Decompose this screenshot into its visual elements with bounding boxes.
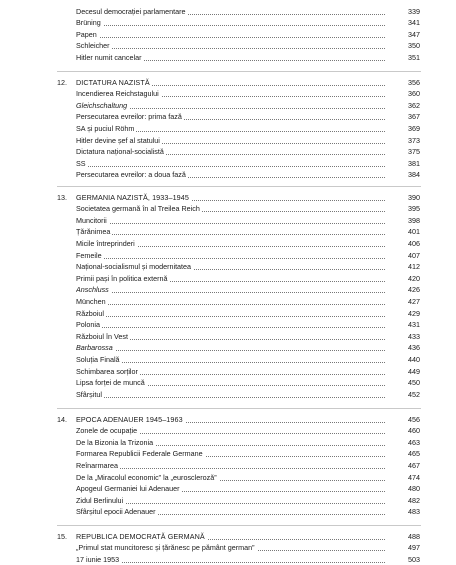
toc-entry[interactable]: [76, 40, 385, 51]
entry-title: Țărănimea: [76, 227, 111, 237]
toc-entry[interactable]: [76, 17, 385, 28]
chapter-number: 14.: [57, 414, 67, 424]
entry-page-number: 362: [408, 100, 420, 110]
toc-entry[interactable]: [76, 273, 385, 284]
toc-entry[interactable]: [76, 111, 385, 122]
entry-title: Național-socialismul și modernitatea: [76, 262, 192, 272]
entry-page-number: 467: [408, 460, 420, 470]
dot-leader: [76, 166, 385, 167]
toc-entry[interactable]: [76, 389, 385, 400]
toc-entry[interactable]: [76, 250, 385, 261]
entry-page-number: 483: [408, 507, 420, 517]
toc-entry[interactable]: [76, 377, 385, 388]
entry-title: Sfârșitul: [76, 389, 102, 399]
dot-leader: [76, 468, 385, 469]
dot-leader: [76, 292, 385, 293]
chapter-page-number: 488: [408, 531, 420, 541]
entry-title: Muncitorii: [76, 215, 107, 225]
entry-page-number: 433: [408, 331, 420, 341]
chapter-heading[interactable]: [76, 531, 385, 542]
entry-title: Persecutarea evreilor: prima fază: [76, 112, 182, 122]
toc-entry[interactable]: [76, 506, 385, 517]
entry-page-number: 401: [408, 227, 420, 237]
entry-page-number: 351: [408, 52, 420, 62]
entry-page-number: 360: [408, 89, 420, 99]
toc-entry[interactable]: [76, 238, 385, 249]
entry-page-number: 341: [408, 18, 420, 28]
entry-title: Hitler devine șef al statului: [76, 135, 160, 145]
dot-leader: [76, 258, 385, 259]
toc-entry[interactable]: [76, 100, 385, 111]
entry-title: Zidul Berlinului: [76, 495, 124, 505]
toc-entry[interactable]: [76, 146, 385, 157]
entry-title: Societatea germană în al Treilea Reich: [76, 204, 200, 214]
toc-entry[interactable]: [76, 437, 385, 448]
entry-page-number: 375: [408, 147, 420, 157]
entry-page-number: 440: [408, 354, 420, 364]
entry-page-number: 497: [408, 543, 420, 553]
entry-title: Schleicher: [76, 41, 110, 51]
entry-page-number: 426: [408, 285, 420, 295]
dot-leader: [76, 327, 385, 328]
chapter-page-number: 356: [408, 77, 420, 87]
entry-title: Micile întreprinderi: [76, 238, 135, 248]
toc-entry[interactable]: [76, 354, 385, 365]
entry-page-number: 450: [408, 378, 420, 388]
entry-title: De la „Miracolul economic” la „euroscleroză”: [76, 472, 217, 482]
toc-entry[interactable]: [76, 226, 385, 237]
entry-title: Incendierea Reichstagului: [76, 89, 159, 99]
entry-title: Sfârșitul epocii Adenauer: [76, 507, 156, 517]
entry-title: Decesul democrației parlamentare: [76, 6, 186, 16]
entry-title: München: [76, 296, 106, 306]
toc-entry[interactable]: [76, 203, 385, 214]
entry-title: Zonele de ocupație: [76, 426, 138, 436]
dot-leader: [76, 562, 385, 563]
entry-page-number: 427: [408, 296, 420, 306]
entry-page-number: 449: [408, 366, 420, 376]
chapter-number: 13.: [57, 192, 67, 202]
entry-page-number: 395: [408, 204, 420, 214]
toc-entry[interactable]: [76, 331, 385, 342]
entry-title: Războiul: [76, 308, 104, 318]
entry-page-number: 463: [408, 437, 420, 447]
entry-page-number: 474: [408, 472, 420, 482]
dot-leader: [76, 37, 385, 38]
toc-entry[interactable]: [76, 554, 385, 565]
entry-title: Hitler numit cancelar: [76, 52, 142, 62]
toc-entry[interactable]: [76, 88, 385, 99]
entry-title: Lipsa forței de muncă: [76, 378, 145, 388]
entry-page-number: 381: [408, 158, 420, 168]
entry-page-number: 406: [408, 238, 420, 248]
toc-entry[interactable]: [76, 261, 385, 272]
entry-page-number: 407: [408, 250, 420, 260]
toc-entry[interactable]: [76, 158, 385, 169]
entry-page-number: 465: [408, 449, 420, 459]
entry-page-number: 431: [408, 320, 420, 330]
section-divider: [57, 71, 421, 72]
dot-leader: [76, 316, 385, 317]
toc-entry[interactable]: [76, 284, 385, 295]
entry-title: Apogeul Germaniei lui Adenauer: [76, 484, 180, 494]
toc-entry[interactable]: [76, 52, 385, 63]
section-divider: [57, 408, 421, 409]
toc-entry[interactable]: [76, 542, 385, 553]
toc-entry[interactable]: [76, 472, 385, 483]
entry-title: Persecutarea evreilor: a doua fază: [76, 170, 186, 180]
entry-title: Brüning: [76, 18, 101, 28]
chapter-number: 12.: [57, 77, 67, 87]
entry-page-number: 398: [408, 215, 420, 225]
chapter-title: REPUBLICA DEMOCRATĂ GERMANĂ: [76, 531, 205, 541]
entry-page-number: 373: [408, 135, 420, 145]
toc-entry[interactable]: [76, 169, 385, 180]
entry-title: 17 iunie 1953: [76, 554, 120, 564]
dot-leader: [76, 397, 385, 398]
chapter-page-number: 390: [408, 192, 420, 202]
entry-page-number: 460: [408, 426, 420, 436]
entry-title: Primii pași în politica externă: [76, 273, 168, 283]
entry-title: De la Bizonia la Trizonia: [76, 437, 154, 447]
entry-title: Războiul în Vest: [76, 331, 128, 341]
entry-title: Dictatura național-socialistă: [76, 147, 164, 157]
entry-page-number: 384: [408, 170, 420, 180]
dot-leader: [76, 48, 385, 49]
entry-page-number: 347: [408, 29, 420, 39]
entry-title: Anschluss: [76, 285, 109, 295]
entry-page-number: 412: [408, 262, 420, 272]
entry-title: Polonia: [76, 320, 100, 330]
entry-page-number: 452: [408, 389, 420, 399]
dot-leader: [76, 350, 385, 351]
toc-entry[interactable]: [76, 342, 385, 353]
entry-title: Papen: [76, 29, 97, 39]
dot-leader: [76, 25, 385, 26]
entry-page-number: 482: [408, 495, 420, 505]
dot-leader: [76, 362, 385, 363]
toc-entry[interactable]: [76, 425, 385, 436]
dot-leader: [76, 234, 385, 235]
entry-page-number: 369: [408, 123, 420, 133]
chapter-title: DICTATURA NAZISTĂ: [76, 77, 150, 87]
chapter-heading[interactable]: [76, 77, 385, 88]
entry-title: Gleichschaltung: [76, 100, 128, 110]
chapter-heading[interactable]: [76, 192, 385, 203]
entry-title: Soluția Finală: [76, 354, 120, 364]
chapter-title: GERMANIA NAZISTĂ, 1933–1945: [76, 192, 189, 202]
entry-page-number: 480: [408, 484, 420, 494]
toc-entry[interactable]: [76, 495, 385, 506]
chapter-title: EPOCA ADENAUER 1945–1963: [76, 414, 183, 424]
toc-entry[interactable]: [76, 29, 385, 40]
entry-title: Formarea Republicii Federale Germane: [76, 449, 203, 459]
entry-title: SA și puciul Röhm: [76, 123, 135, 133]
entry-page-number: 367: [408, 112, 420, 122]
toc-entry[interactable]: [76, 319, 385, 330]
toc-entry[interactable]: [76, 135, 385, 146]
toc-entry[interactable]: [76, 215, 385, 226]
toc-entry[interactable]: [76, 460, 385, 471]
entry-title: „Primul stat muncitoresc și țărănesc pe pământ german”: [76, 543, 255, 553]
toc-entry[interactable]: [76, 6, 385, 17]
chapter-page-number: 456: [408, 414, 420, 424]
toc-entry[interactable]: [76, 296, 385, 307]
section-divider: [57, 186, 421, 187]
entry-page-number: 339: [408, 6, 420, 16]
entry-page-number: 503: [408, 554, 420, 564]
dot-leader: [76, 223, 385, 224]
entry-title: Barbarossa: [76, 343, 113, 353]
section-divider: [57, 525, 421, 526]
entry-title: Reînarmarea: [76, 460, 118, 470]
entry-title: Femeile: [76, 250, 102, 260]
entry-title: SS: [76, 158, 86, 168]
entry-title: Schimbarea sorților: [76, 366, 138, 376]
chapter-number: 15.: [57, 531, 67, 541]
toc-entry[interactable]: [76, 308, 385, 319]
toc-entry[interactable]: [76, 366, 385, 377]
toc-entry[interactable]: [76, 483, 385, 494]
chapter-heading[interactable]: [76, 414, 385, 425]
entry-page-number: 436: [408, 343, 420, 353]
dot-leader: [76, 304, 385, 305]
toc-entry[interactable]: [76, 123, 385, 134]
toc-entry[interactable]: [76, 448, 385, 459]
entry-page-number: 429: [408, 308, 420, 318]
entry-page-number: 350: [408, 41, 420, 51]
entry-page-number: 420: [408, 273, 420, 283]
